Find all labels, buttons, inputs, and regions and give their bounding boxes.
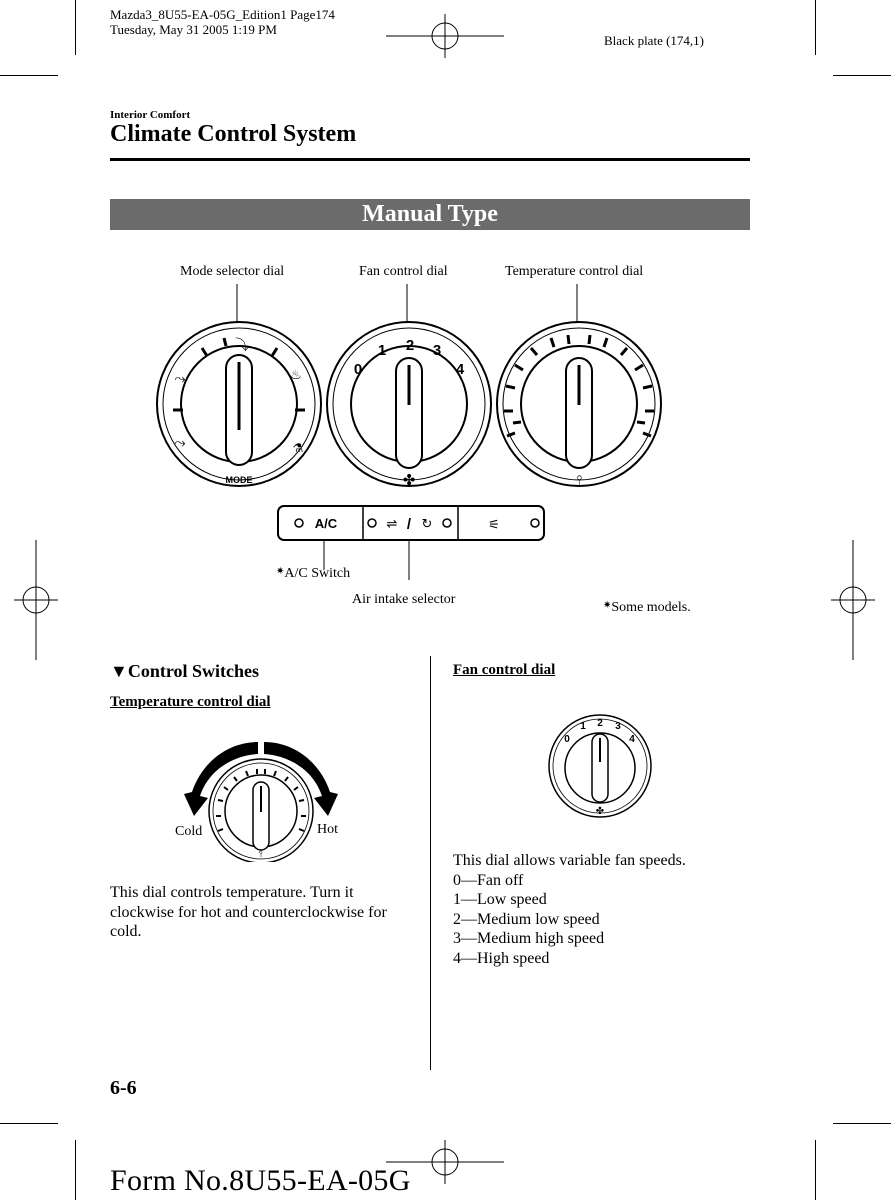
form-number: Form No.8U55-EA-05G [110, 1164, 411, 1197]
mode-selector-dial [157, 322, 321, 486]
fan-dial-figure [546, 714, 656, 820]
crop-mark [833, 1123, 891, 1124]
fan-speed-list [453, 851, 753, 968]
fan-speed-4: 4—High speed [453, 949, 550, 967]
small-fan-number-0: 0 [564, 734, 570, 745]
fresh-air-icon: ⇌ [386, 516, 398, 531]
fan-speed-0: 0—Fan off [453, 871, 524, 889]
crop-mark [75, 0, 76, 55]
crop-mark [75, 1140, 76, 1200]
temperature-dial-subheading: Temperature control dial [110, 694, 271, 710]
control-switches-heading [110, 661, 259, 682]
defrost-icon: ⚗ [292, 441, 304, 455]
intake-slash: / [406, 516, 412, 533]
temperature-dial-figure [168, 732, 348, 862]
section-label: Interior Comfort [110, 109, 191, 121]
fan-number-0: 0 [353, 361, 363, 378]
some-models-label: Some models. [611, 600, 691, 615]
callout-temperature-control: Temperature control dial [505, 264, 644, 279]
small-fan-number-2: 2 [597, 718, 603, 729]
page-title: Climate Control System [110, 121, 357, 147]
fan-number-4: 4 [455, 361, 465, 378]
floor-icon: ⤵ [235, 337, 249, 353]
plate-label: Black plate (174,1) [604, 33, 704, 48]
crop-mark [0, 1123, 58, 1124]
bilevel-icon: ⤳ [174, 434, 186, 450]
hot-label: Hot [317, 822, 338, 837]
small-thermometer-icon: ⫯ [259, 849, 263, 859]
temperature-description: This dial controls temperature. Turn it clockwise for hot and counterclockwise for cold. [110, 884, 387, 940]
vent-icon: ⤳ [174, 370, 186, 386]
fan-number-2: 2 [405, 337, 415, 354]
small-fan-number-1: 1 [580, 721, 586, 732]
climate-control-panel-diagram [150, 280, 670, 580]
print-meta-line2: Tuesday, May 31 2005 1:19 PM [110, 22, 277, 37]
temperature-control-dial [497, 322, 661, 488]
crop-mark [833, 75, 891, 76]
fan-number-1: 1 [377, 342, 387, 359]
fan-speed-2: 2—Medium low speed [453, 910, 600, 928]
asterisk-mark: ✷ [276, 566, 285, 577]
print-meta-line1: Mazda3_8U55-EA-05G_Edition1 Page174 [110, 7, 335, 22]
control-switches-title: Control Switches [127, 661, 259, 681]
cold-label: Cold [175, 824, 203, 839]
registration-mark-top [386, 14, 504, 58]
ac-switch-label: A/C Switch [284, 566, 351, 581]
crop-mark [815, 1140, 816, 1200]
crop-mark [0, 75, 58, 76]
crop-mark [815, 0, 816, 55]
fan-dial-subheading: Fan control dial [453, 662, 556, 678]
floor-defrost-icon: ♨ [290, 367, 302, 382]
switch-panel [278, 506, 544, 540]
asterisk-mark: ✷ [603, 600, 612, 611]
fan-speed-3: 3—Medium high speed [453, 930, 605, 947]
thermometer-icon: ⫯ [575, 472, 583, 488]
mode-label: MODE [225, 475, 253, 485]
manual-type-banner: Manual Type [110, 199, 750, 230]
fan-icon: ✤ [402, 472, 416, 489]
fan-intro: This dial allows variable fan speeds. [453, 852, 686, 869]
print-meta [110, 7, 335, 37]
registration-mark-right [831, 540, 875, 660]
page-number: 6-6 [110, 1077, 137, 1099]
small-fan-icon: ✤ [595, 806, 605, 817]
callout-mode-selector: Mode selector dial [180, 264, 285, 279]
recirculation-icon: ↻ [421, 516, 433, 531]
fan-number-3: 3 [432, 342, 442, 359]
small-fan-number-4: 4 [629, 734, 635, 745]
callout-air-intake: Air intake selector [352, 592, 456, 607]
column-divider [430, 656, 431, 1070]
triangle-icon: ▼ [110, 661, 128, 681]
callout-fan-control: Fan control dial [359, 264, 448, 279]
rear-defroster-icon: ⚟ [488, 517, 500, 532]
some-models-note [603, 600, 691, 616]
small-fan-number-3: 3 [615, 721, 621, 732]
fan-control-dial [327, 322, 491, 489]
ac-button-label: A/C [314, 516, 338, 531]
title-rule [110, 158, 750, 161]
fan-speed-1: 1—Low speed [453, 891, 547, 908]
registration-mark-left [14, 540, 58, 660]
